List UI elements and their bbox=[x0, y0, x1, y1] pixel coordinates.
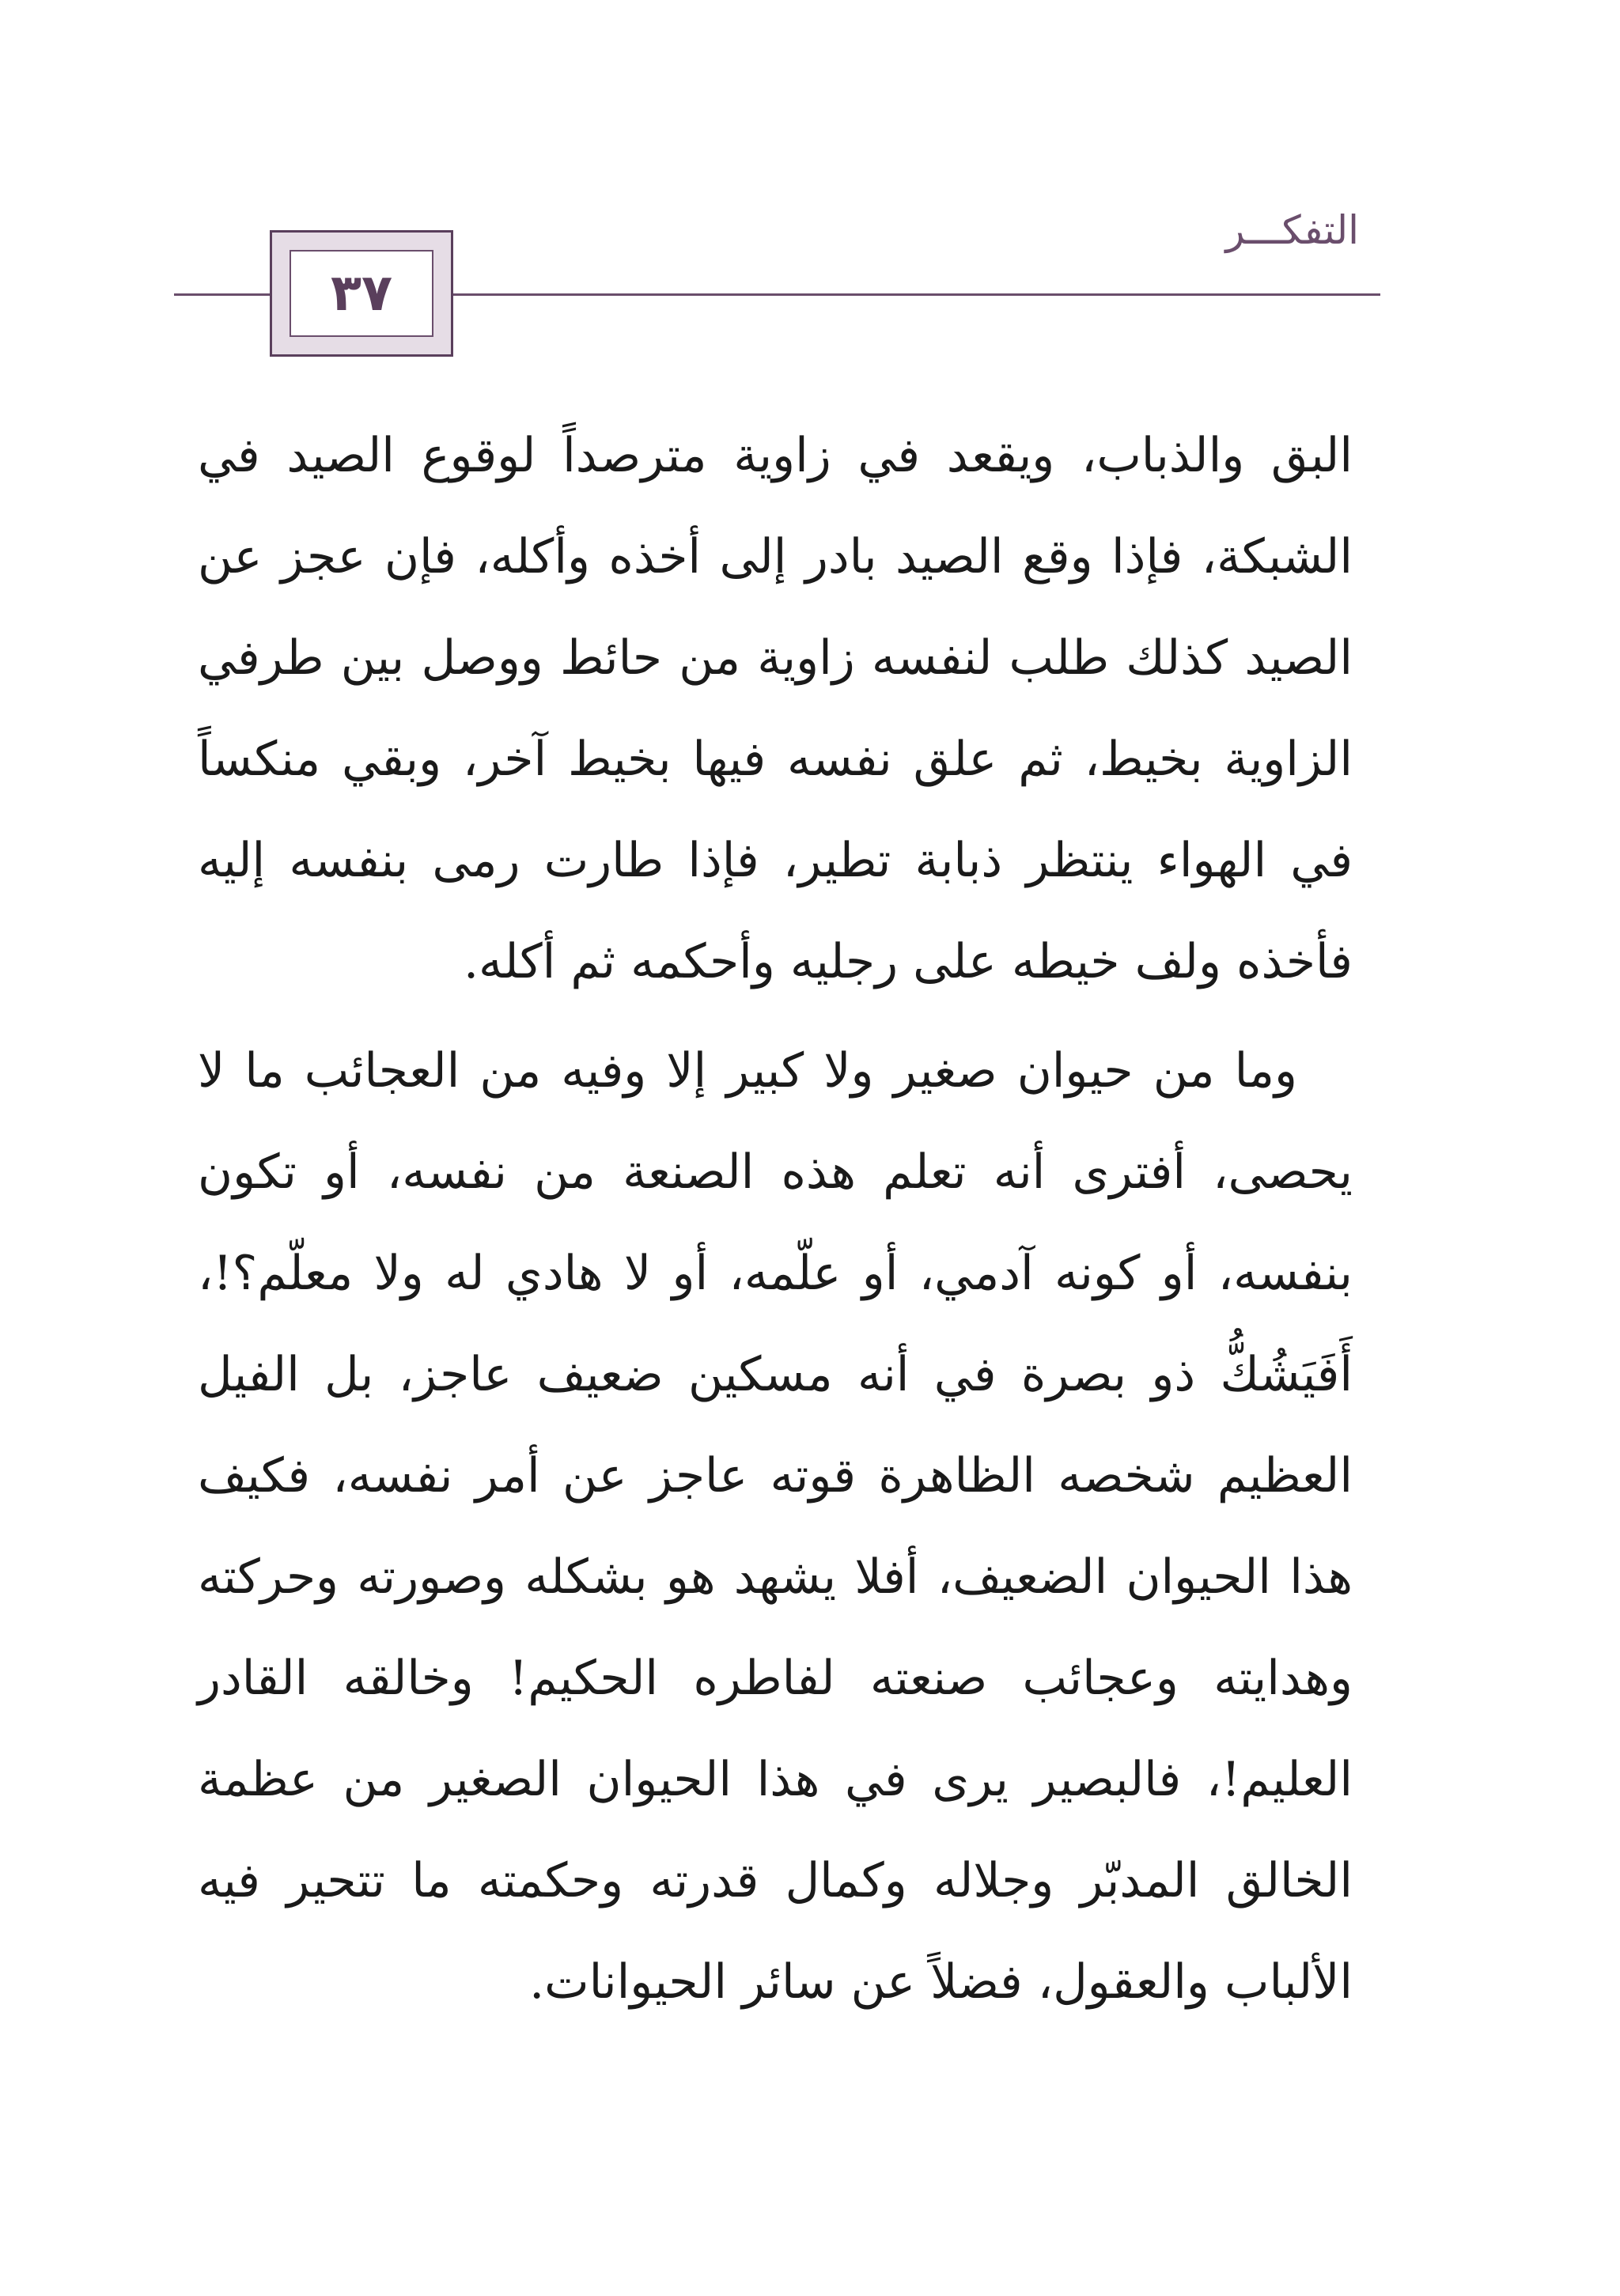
page-number: ٣٧ bbox=[330, 264, 393, 323]
paragraph-1: البق والذباب، ويقعد في زاوية مترصداً لوقوع الصيد في الشبكة، فإذا وقع الصيد بادر إلى أخذه وأكله، فإن عجز عن الصيد كذلك طلب لنفسه زاوية من حائط ووصل بين طرفي الزاوية بخيط، ثم علق نفسه فيها بخيط آخر، وبقي منكساً في الهواء ينتظر ذبابة تطير، فإذا طارت رمى بنفسه إليه فأخذه ولف خيطه على رجليه وأحكمه ثم أكله. bbox=[198, 428, 1353, 989]
running-title: التفكـــر bbox=[1225, 207, 1359, 253]
page-number-box bbox=[290, 250, 433, 337]
page-number-frame bbox=[270, 230, 453, 357]
body-text bbox=[198, 405, 1353, 2033]
paragraph-2: وما من حيوان صغير ولا كبير إلا وفيه من العجائب ما لا يحصى، أفترى أنه تعلم هذه الصنعة من نفسه، أو تكون بنفسه، أو كونه آدمي، أو علّمه، أو لا هادي له ولا معلّم؟!، أَفَيَشُكُّ ذو بصرة في أنه مسكين ضعيف عاجز، بل الفيل العظيم شخصه الظاهرة قوته عاجز عن أمر نفسه، فكيف هذا الحيوان الضعيف، أفلا يشهد هو بشكله وصورته وحركته وهدايته وعجائب صنعته لفاطره الحكيم! وخالقه القادر العليم!، فالبصير يرى في هذا الحيوان الصغير من عظمة الخالق المدبّر وجلاله وكمال قدرته وحكمته ما تتحير فيه الألباب والعقول، فضلاً عن سائر الحيوانات. bbox=[198, 1043, 1353, 2010]
